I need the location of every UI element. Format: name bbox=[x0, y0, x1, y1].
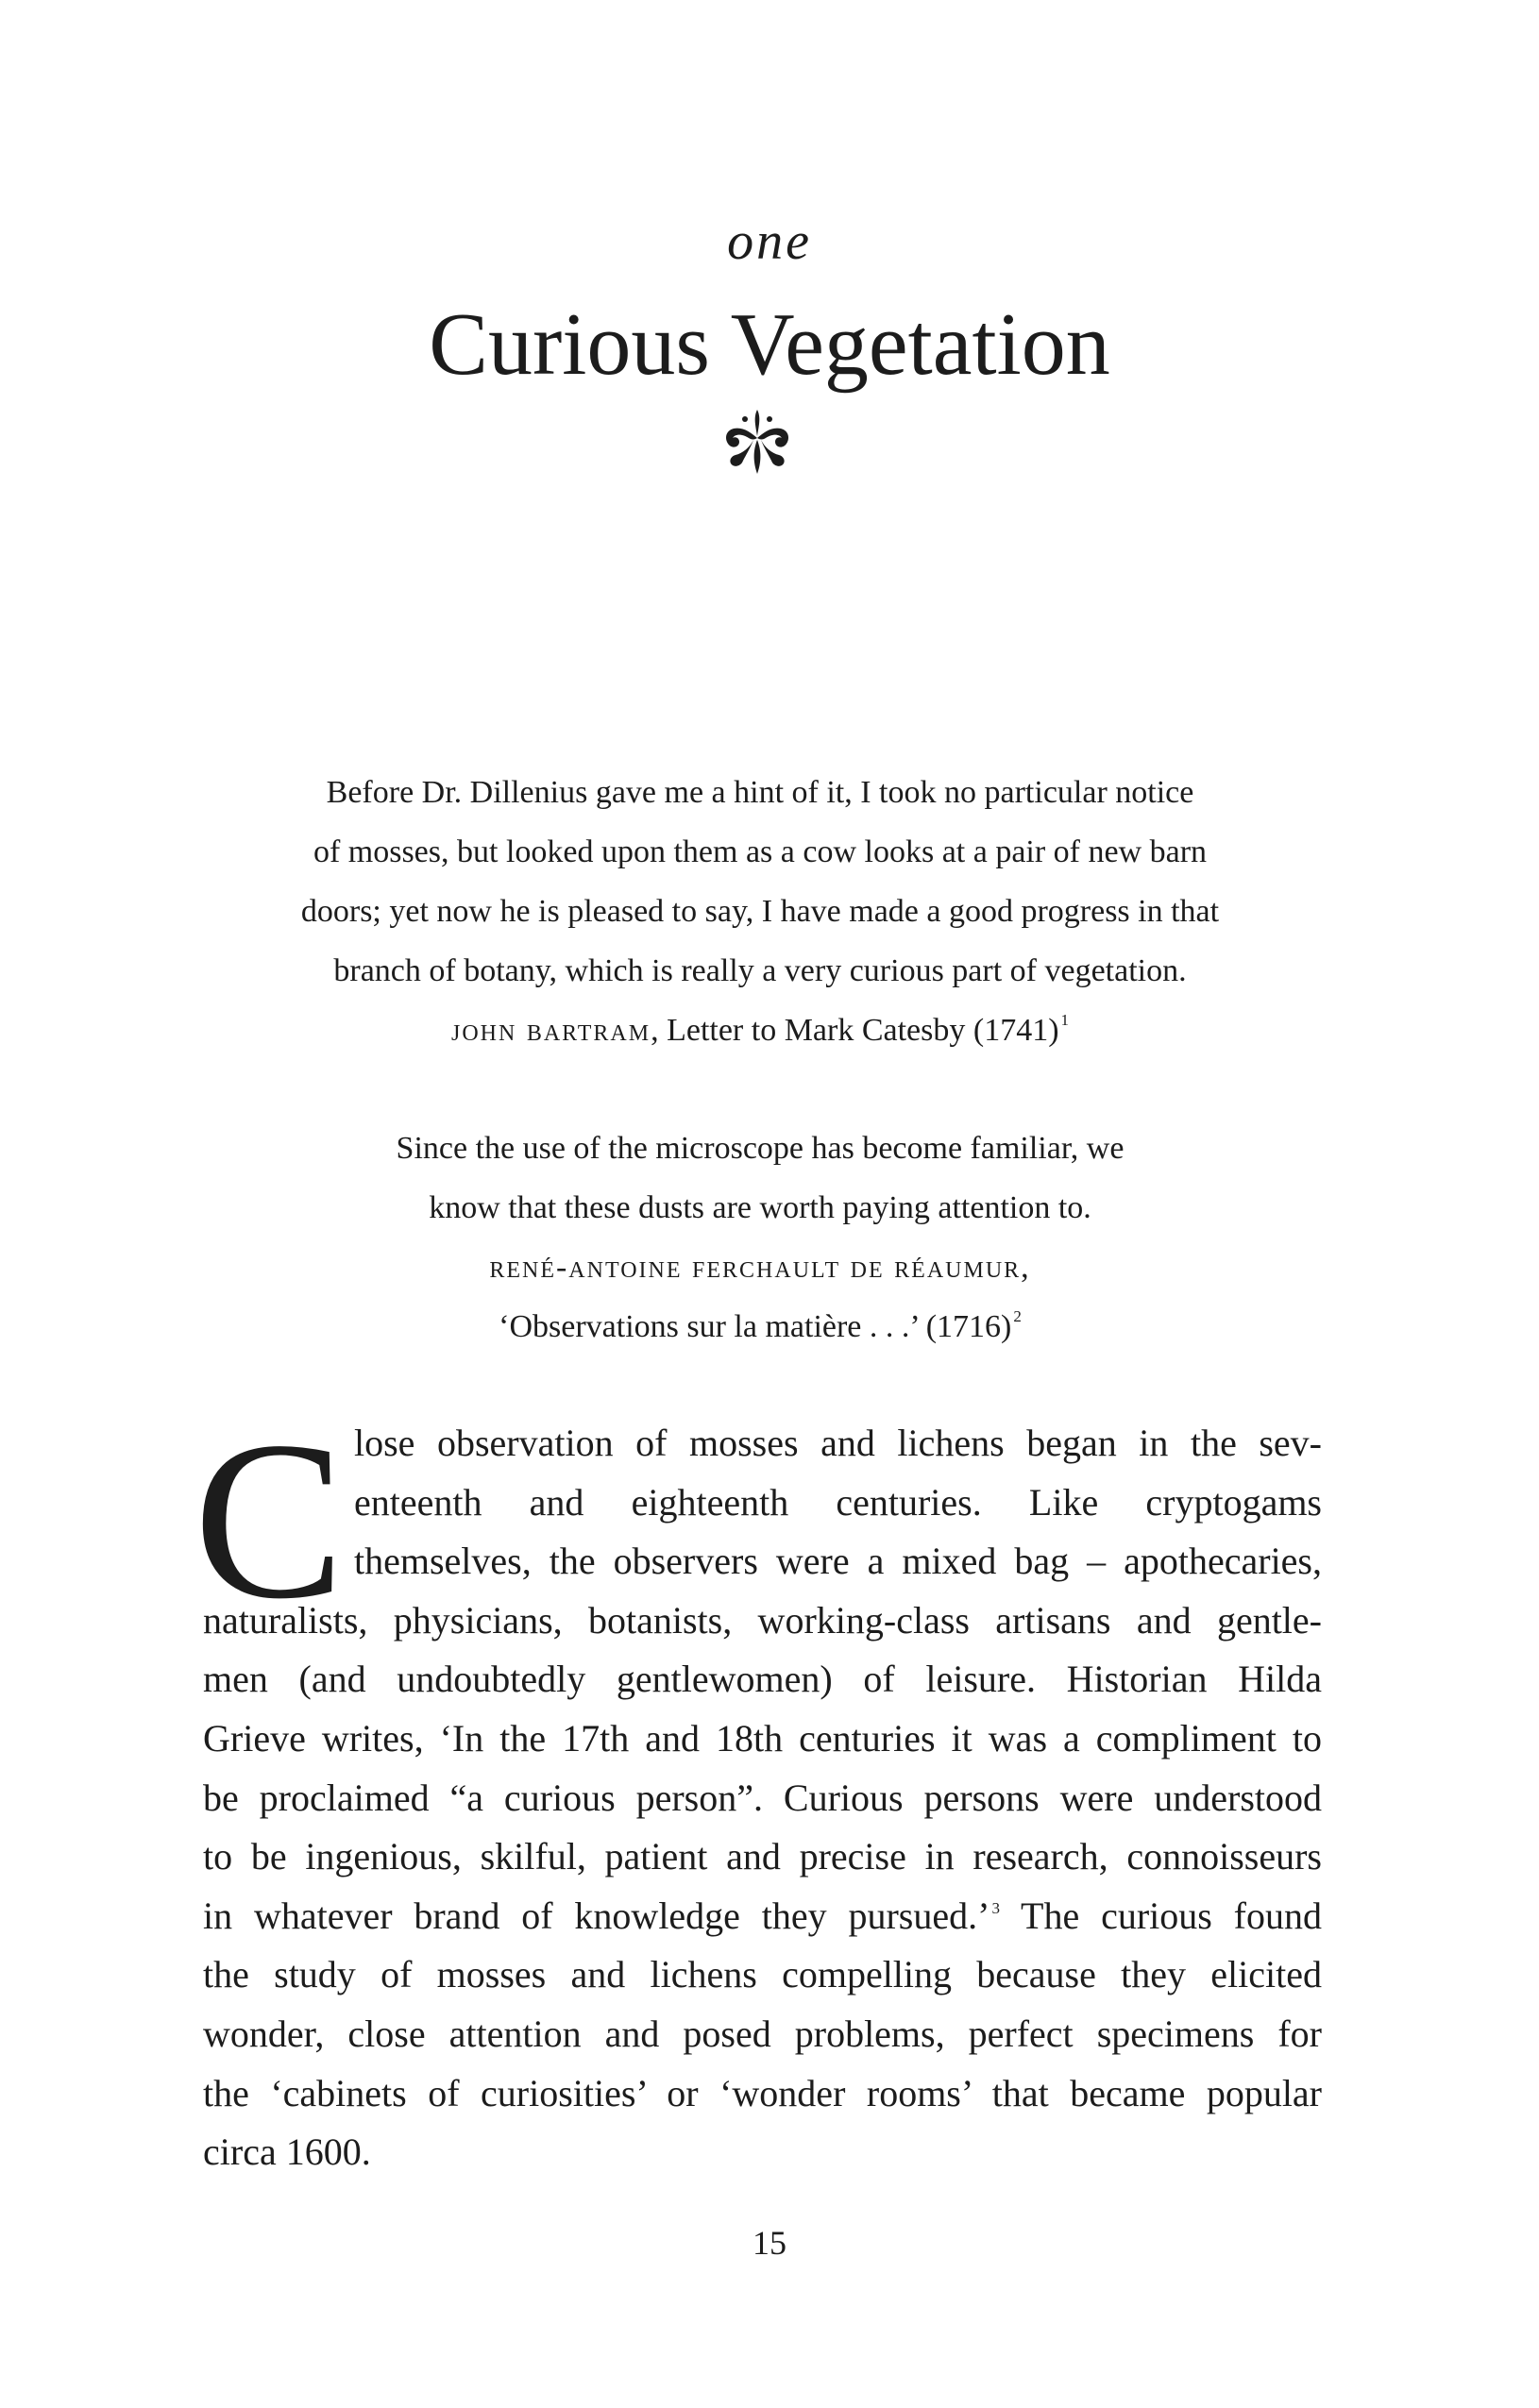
page-number: 15 bbox=[753, 2224, 786, 2262]
fleuron-ornament-icon bbox=[722, 408, 792, 476]
epigraph-line: of mosses, but looked upon them as a cow looks at a pair of new barn bbox=[313, 834, 1208, 869]
chapter-number: one bbox=[727, 212, 812, 271]
epigraph-reaumur bbox=[217, 1119, 1303, 1356]
body-line: lose observation of mosses and lichens began in the sev- bbox=[354, 1422, 1322, 1464]
body-line: themselves, the observers were a mixed bag – apothecaries, bbox=[354, 1540, 1322, 1583]
body-text-segment: The curious found bbox=[999, 1894, 1322, 1937]
body-line: the study of mosses and lichens compelling because they elicited bbox=[203, 1953, 1322, 1996]
epigraph-attribution bbox=[217, 1297, 1303, 1356]
epigraph-attribution bbox=[217, 1001, 1303, 1060]
body-line: enteenth and eighteenth centuries. Like cryptogams bbox=[354, 1480, 1322, 1524]
body-text-segment: in whatever brand of knowledge they pursued.’ bbox=[203, 1894, 990, 1937]
body-line: be proclaimed “a curious person”. Curious persons were understood bbox=[203, 1776, 1322, 1819]
epigraph-line: branch of botany, which is really a very curious part of vegetation. bbox=[333, 953, 1187, 988]
epigraph-author: john bartram bbox=[450, 1013, 651, 1048]
body-line: men (and undoubtedly gentlewomen) of leisure. Historian Hilda bbox=[203, 1658, 1322, 1701]
epigraph-source: , Letter to Mark Catesby (1741) bbox=[651, 1013, 1059, 1048]
body-line: the ‘cabinets of curiosities’ or ‘wonder rooms’ that became popular bbox=[203, 2071, 1322, 2114]
body-line: to be ingenious, skilful, patient and precise in research, connoisseurs bbox=[203, 1835, 1322, 1878]
epigraph-source: ‘Observations sur la matière . . .’ (1716) bbox=[499, 1309, 1012, 1344]
footnote-ref: 1 bbox=[1060, 1011, 1070, 1029]
footnote-ref: 2 bbox=[1013, 1307, 1022, 1325]
epigraph-line: Before Dr. Dillenius gave me a hint of it, I took no particular notice bbox=[326, 775, 1194, 810]
epigraph-bartram bbox=[217, 763, 1303, 1060]
epigraph-line: Since the use of the microscope has become familiar, we bbox=[396, 1131, 1125, 1166]
body-paragraph bbox=[203, 1414, 1322, 2182]
epigraph-line: know that these dusts are worth paying attention to. bbox=[429, 1190, 1091, 1225]
body-line: Grieve writes, ‘In the 17th and 18th centuries it was a compliment to bbox=[203, 1716, 1322, 1760]
drop-cap: C bbox=[194, 1394, 346, 1645]
epigraph-author: rené-antoine ferchault de réaumur, bbox=[489, 1250, 1031, 1285]
body-line bbox=[203, 1887, 1322, 1946]
epigraph-line: doors; yet now he is pleased to say, I have made a good progress in that bbox=[300, 894, 1220, 929]
chapter-title: Curious Vegetation bbox=[429, 295, 1110, 394]
body-line: wonder, close attention and posed problems, perfect specimens for bbox=[203, 2012, 1322, 2055]
body-line: naturalists, physicians, botanists, working-class artisans and gentle- bbox=[203, 1598, 1322, 1642]
footnote-ref: 3 bbox=[991, 1898, 1000, 1917]
body-line: circa 1600. bbox=[203, 2130, 371, 2174]
